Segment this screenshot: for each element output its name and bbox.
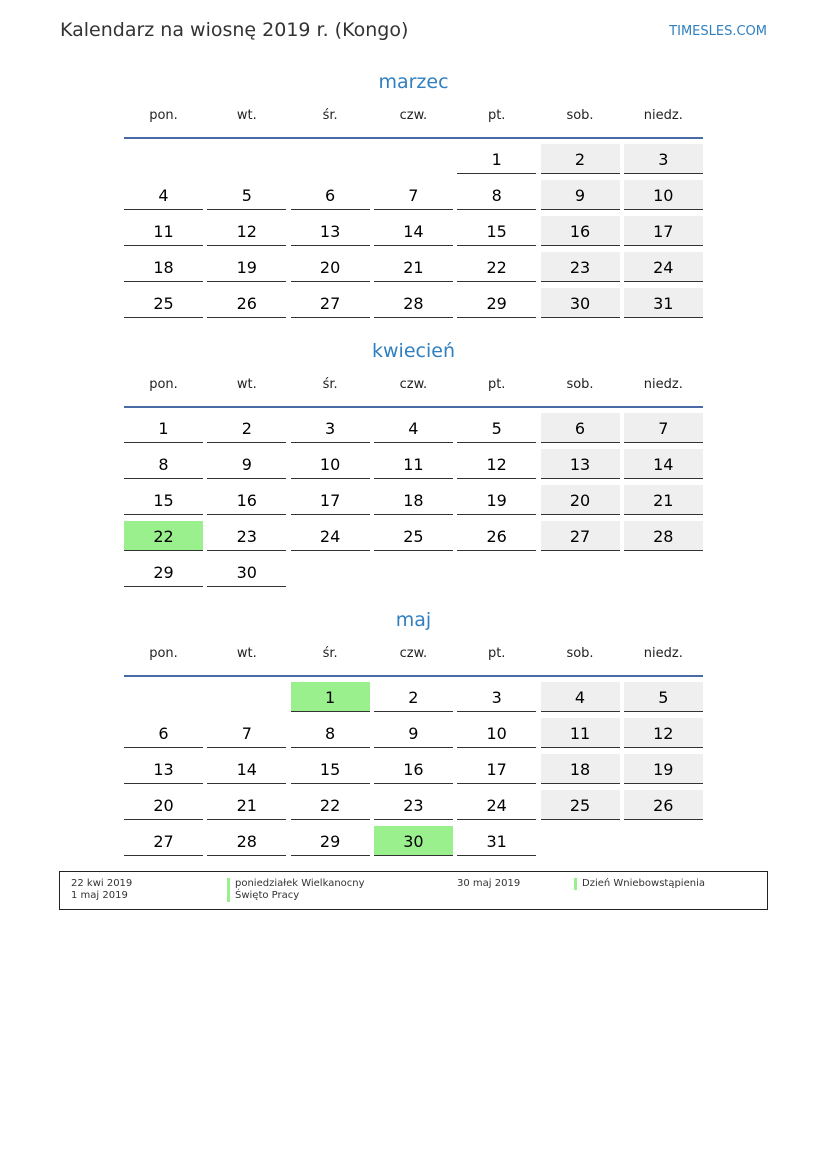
month-name: maj bbox=[395, 609, 432, 631]
legend-holiday-marker bbox=[574, 878, 577, 890]
weekday-label: niedz. bbox=[643, 377, 683, 392]
day-cell[interactable]: 2 bbox=[374, 682, 453, 712]
day-cell[interactable]: 31 bbox=[624, 288, 703, 318]
day-cell[interactable]: 18 bbox=[374, 485, 453, 515]
day-cell[interactable]: 28 bbox=[374, 288, 453, 318]
weekday-label: pon. bbox=[149, 108, 178, 123]
day-cell[interactable]: 16 bbox=[541, 216, 620, 246]
day-cell[interactable]: 17 bbox=[457, 754, 536, 784]
day-cell[interactable]: 16 bbox=[207, 485, 286, 515]
weekday-label: czw. bbox=[399, 108, 428, 123]
day-cell[interactable]: 25 bbox=[541, 790, 620, 820]
day-cell[interactable]: 8 bbox=[291, 718, 370, 748]
month-may bbox=[124, 606, 703, 851]
day-cell[interactable]: 5 bbox=[207, 180, 286, 210]
day-cell[interactable]: 15 bbox=[291, 754, 370, 784]
day-cell[interactable]: 22 bbox=[457, 252, 536, 282]
weekday-label: pt. bbox=[487, 377, 506, 392]
weekday-label: niedz. bbox=[643, 646, 683, 661]
month-name: kwiecień bbox=[372, 340, 455, 362]
day-cell[interactable]: 31 bbox=[457, 826, 536, 856]
day-cell[interactable]: 2 bbox=[541, 144, 620, 174]
day-cell[interactable]: 20 bbox=[541, 485, 620, 515]
day-cell[interactable]: 12 bbox=[624, 718, 703, 748]
day-cell[interactable]: 6 bbox=[541, 413, 620, 443]
holiday-day-cell[interactable]: 1 bbox=[291, 682, 370, 712]
day-cell[interactable]: 19 bbox=[207, 252, 286, 282]
day-cell[interactable]: 4 bbox=[374, 413, 453, 443]
day-cell[interactable]: 26 bbox=[624, 790, 703, 820]
day-cell[interactable]: 13 bbox=[541, 449, 620, 479]
day-cell[interactable]: 16 bbox=[374, 754, 453, 784]
day-cell[interactable]: 4 bbox=[541, 682, 620, 712]
day-cell[interactable]: 8 bbox=[124, 449, 203, 479]
day-cell[interactable]: 2 bbox=[207, 413, 286, 443]
holiday-day-cell[interactable]: 30 bbox=[374, 826, 453, 856]
day-cell[interactable]: 29 bbox=[124, 557, 203, 587]
day-cell[interactable]: 24 bbox=[291, 521, 370, 551]
day-cell[interactable]: 23 bbox=[541, 252, 620, 282]
day-cell[interactable]: 27 bbox=[541, 521, 620, 551]
day-cell[interactable]: 21 bbox=[624, 485, 703, 515]
weekday-label: pt. bbox=[487, 646, 506, 661]
day-cell[interactable]: 25 bbox=[124, 288, 203, 318]
weekday-label: sob. bbox=[566, 646, 594, 661]
day-cell[interactable]: 3 bbox=[291, 413, 370, 443]
month-april bbox=[124, 337, 703, 582]
day-cell[interactable]: 28 bbox=[624, 521, 703, 551]
weekday-label: wt. bbox=[236, 108, 257, 123]
day-cell[interactable]: 30 bbox=[207, 557, 286, 587]
legend-date: 30 maj 2019 bbox=[457, 878, 521, 889]
legend-date: 1 maj 2019 bbox=[71, 890, 128, 901]
day-cell[interactable]: 6 bbox=[124, 718, 203, 748]
weekday-label: sob. bbox=[566, 108, 594, 123]
day-cell[interactable]: 14 bbox=[624, 449, 703, 479]
weekday-label: pt. bbox=[487, 108, 506, 123]
day-cell[interactable]: 9 bbox=[207, 449, 286, 479]
day-cell[interactable]: 19 bbox=[457, 485, 536, 515]
day-cell[interactable]: 14 bbox=[207, 754, 286, 784]
day-cell[interactable]: 29 bbox=[291, 826, 370, 856]
weekday-header bbox=[124, 643, 703, 677]
day-cell[interactable]: 12 bbox=[457, 449, 536, 479]
legend-holiday-name: Święto Pracy bbox=[235, 890, 300, 901]
weekday-label: śr. bbox=[322, 108, 338, 123]
day-cell[interactable]: 10 bbox=[457, 718, 536, 748]
day-cell[interactable]: 17 bbox=[291, 485, 370, 515]
day-cell[interactable]: 29 bbox=[457, 288, 536, 318]
day-cell[interactable]: 7 bbox=[624, 413, 703, 443]
day-cell[interactable]: 8 bbox=[457, 180, 536, 210]
day-cell[interactable]: 22 bbox=[291, 790, 370, 820]
day-cell[interactable]: 20 bbox=[124, 790, 203, 820]
day-cell[interactable]: 15 bbox=[457, 216, 536, 246]
day-cell[interactable]: 6 bbox=[291, 180, 370, 210]
day-cell[interactable]: 17 bbox=[624, 216, 703, 246]
day-cell[interactable]: 26 bbox=[207, 288, 286, 318]
weekday-label: śr. bbox=[322, 646, 338, 661]
weekday-label: czw. bbox=[399, 377, 428, 392]
day-cell[interactable]: 18 bbox=[124, 252, 203, 282]
day-cell[interactable]: 25 bbox=[374, 521, 453, 551]
day-cell[interactable]: 24 bbox=[457, 790, 536, 820]
day-cell[interactable]: 19 bbox=[624, 754, 703, 784]
day-cell[interactable]: 15 bbox=[124, 485, 203, 515]
legend-holiday-marker bbox=[227, 890, 230, 902]
day-cell[interactable]: 14 bbox=[374, 216, 453, 246]
day-cell[interactable]: 11 bbox=[374, 449, 453, 479]
day-cell[interactable]: 10 bbox=[291, 449, 370, 479]
month-march bbox=[124, 68, 703, 313]
weekday-header bbox=[124, 374, 703, 408]
weekday-label: niedz. bbox=[643, 108, 683, 123]
day-cell[interactable]: 9 bbox=[374, 718, 453, 748]
day-cell[interactable]: 30 bbox=[541, 288, 620, 318]
weekday-label: pon. bbox=[149, 377, 178, 392]
weekday-label: sob. bbox=[566, 377, 594, 392]
page-title: Kalendarz na wiosnę 2019 r. (Kongo) bbox=[60, 19, 409, 41]
day-cell[interactable]: 3 bbox=[624, 144, 703, 174]
day-cell[interactable]: 7 bbox=[374, 180, 453, 210]
day-cell[interactable]: 26 bbox=[457, 521, 536, 551]
day-cell[interactable]: 3 bbox=[457, 682, 536, 712]
legend-holiday-marker bbox=[227, 878, 230, 890]
day-cell[interactable]: 27 bbox=[291, 288, 370, 318]
day-cell[interactable]: 28 bbox=[207, 826, 286, 856]
weekday-label: wt. bbox=[236, 377, 257, 392]
weekday-label: wt. bbox=[236, 646, 257, 661]
day-cell[interactable]: 7 bbox=[207, 718, 286, 748]
day-cell[interactable]: 13 bbox=[124, 754, 203, 784]
weekday-label: śr. bbox=[322, 377, 338, 392]
day-cell[interactable]: 18 bbox=[541, 754, 620, 784]
day-cell[interactable]: 5 bbox=[624, 682, 703, 712]
day-cell[interactable]: 4 bbox=[124, 180, 203, 210]
day-cell[interactable]: 13 bbox=[291, 216, 370, 246]
legend-date: 22 kwi 2019 bbox=[71, 878, 133, 889]
day-cell[interactable]: 23 bbox=[207, 521, 286, 551]
holiday-legend bbox=[59, 871, 768, 910]
day-cell[interactable]: 5 bbox=[457, 413, 536, 443]
weekday-label: pon. bbox=[149, 646, 178, 661]
day-cell[interactable]: 11 bbox=[124, 216, 203, 246]
brand-link[interactable]: TIMESLES.COM bbox=[669, 24, 767, 39]
day-cell[interactable]: 11 bbox=[541, 718, 620, 748]
day-cell[interactable]: 1 bbox=[124, 413, 203, 443]
day-cell[interactable]: 21 bbox=[207, 790, 286, 820]
day-cell[interactable]: 27 bbox=[124, 826, 203, 856]
day-cell[interactable]: 12 bbox=[207, 216, 286, 246]
legend-holiday-name: Dzień Wniebowstąpienia bbox=[582, 878, 705, 889]
day-cell[interactable]: 23 bbox=[374, 790, 453, 820]
day-cell[interactable]: 9 bbox=[541, 180, 620, 210]
day-cell[interactable]: 21 bbox=[374, 252, 453, 282]
month-name: marzec bbox=[378, 71, 449, 93]
holiday-day-cell[interactable]: 22 bbox=[124, 521, 203, 551]
day-cell[interactable]: 20 bbox=[291, 252, 370, 282]
weekday-label: czw. bbox=[399, 646, 428, 661]
day-cell[interactable]: 10 bbox=[624, 180, 703, 210]
weekday-header bbox=[124, 105, 703, 139]
day-cell[interactable]: 24 bbox=[624, 252, 703, 282]
day-cell[interactable]: 1 bbox=[457, 144, 536, 174]
legend-holiday-name: poniedziałek Wielkanocny bbox=[235, 878, 365, 889]
